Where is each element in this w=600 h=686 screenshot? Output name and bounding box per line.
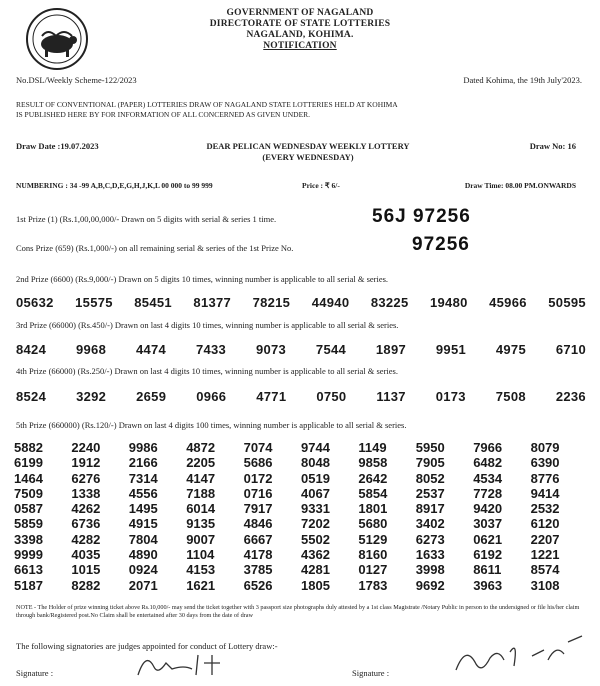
prize-number: 2236 [555,389,586,404]
prize-number: 7804 [128,531,158,547]
prize-number: 0924 [128,562,158,578]
prize-number: 6273 [415,531,445,547]
header-line-1: GOVERNMENT OF NAGALAND [226,8,374,18]
prize-number: 5859 [14,516,43,532]
prize-number: 0127 [358,562,388,578]
prize-number: 7433 [195,342,227,357]
prize-number: 1897 [375,342,407,357]
prize-number: 9692 [415,577,445,593]
prize-number: 6390 [530,455,560,471]
prize-number: 4281 [301,562,330,578]
prize-number: 0716 [243,485,273,501]
draw-number: Draw No: 16 [529,141,576,151]
prize-number: 2071 [128,577,158,593]
prize-number: 6120 [530,516,560,532]
prize-number: 0750 [316,389,347,404]
prize-number: 4556 [128,485,158,501]
prize-number: 1621 [186,577,216,593]
prize-number: 4362 [301,547,330,563]
prize-number: 4282 [71,531,101,547]
prize-number: 1464 [14,470,43,486]
prize-number: 6192 [473,547,503,563]
prize-number: 7074 [243,440,273,455]
prize-number: 4262 [71,501,101,517]
judges-text: The following signatories are judges appointed for conduct of Lottery draw:- [16,641,278,651]
prize-number: 7202 [301,516,330,532]
prize-number: 3785 [243,562,273,578]
prize-number: 1338 [71,485,101,501]
prize-number: 1137 [376,389,406,404]
prize-number: 1149 [358,440,387,455]
prize-number: 0173 [435,389,466,404]
prize-number: 7509 [14,485,43,501]
prize-number: 7728 [473,485,503,501]
lottery-frequency: (EVERY WEDNESDAY) [262,152,354,162]
prize-number: 0587 [14,501,43,517]
signature-label-2: Signature : [352,668,390,678]
prize-number: 4035 [71,547,101,563]
prize-number: 4890 [128,547,158,563]
prize-number: 9999 [14,547,43,563]
prize-number: 9968 [75,342,107,357]
fourth-prize-label: 4th Prize (66000) (Rs.250/-) Drawn on last 4 digits 10 times, winning number is applicable to all serial & series. [16,366,398,376]
prize-number: 7188 [186,485,216,501]
header-line-2: DIRECTORATE OF STATE LOTTERIES [209,19,391,29]
prize-number: 85451 [134,295,172,310]
prize-number: 4178 [243,547,273,563]
prize-number: 5854 [358,485,388,501]
prize-number: 5680 [358,516,388,532]
prize-number: 0519 [301,470,330,486]
prize-number: 9414 [530,485,560,501]
prize-number: 8524 [16,389,47,404]
prize-number: 4153 [186,562,216,578]
prize-number: 2537 [415,485,445,501]
prize-number: 7508 [495,389,526,404]
prize-number: 7544 [315,342,347,357]
prize-number: 6667 [243,531,273,547]
prize-number: 6482 [473,455,503,471]
header-notification: NOTIFICATION [263,41,337,51]
prize-number: 19480 [429,295,468,310]
prize-number: 6613 [14,562,43,578]
first-prize-label: 1st Prize (1) (Rs.1,00,00,000/- Drawn on 5 digits with serial & series 1 time. [16,214,277,224]
prize-number: 45966 [489,295,527,310]
prize-number: 9331 [301,501,330,517]
prize-number: 8282 [71,577,101,593]
prize-number: 1801 [358,501,388,517]
prize-number: 8079 [530,440,560,455]
prize-number: 7314 [128,470,158,486]
prize-number: 0621 [473,531,503,547]
prize-number: 9951 [435,342,467,357]
prize-number: 6710 [555,342,586,357]
prize-number: 8424 [16,342,47,357]
prize-number: 4915 [128,516,158,532]
signature-label-1: Signature : [16,668,54,678]
prize-number: 05632 [16,295,54,310]
reference-number: No.DSL/Weekly Scheme-122/2023 [16,75,137,85]
prize-number: 8052 [415,470,445,486]
prize-number: 6736 [71,516,101,532]
prize-number: 7917 [243,501,273,517]
first-prize-number: 56J 97256 [372,206,471,227]
draw-date: Draw Date :19.07.2023 [16,141,99,151]
draw-time: Draw Time: 08.00 PM.ONWARDS [464,181,576,190]
intro-line-1: RESULT OF CONVENTIONAL (PAPER) LOTTERIES DRAW OF NAGALAND STATE LOTTERIES HELD AT KOHIMA [16,100,398,109]
prize-number: 9744 [301,440,330,455]
prize-number: 4474 [135,342,167,357]
third-prize-label: 3rd Prize (66000) (Rs.450/-) Drawn on last 4 digits 10 times, winning number is applicable to all serial & series. [16,320,399,330]
prize-number: 1912 [71,455,101,471]
cons-prize-label: Cons Prize (659) (Rs.1,000/-) on all remaining serial & series of the 1st Prize No. [16,243,294,253]
handwritten-signature-1 [132,645,242,681]
numbering-info: NUMBERING : 34 -99 A,B,C,D,E,G,H,J,K,L 00 000 to 99 999 [16,181,213,190]
prize-number: 1495 [128,501,158,517]
prize-number: 4771 [256,389,287,404]
prize-number: 9135 [186,516,216,532]
prize-number: 2642 [358,470,388,486]
prize-number: 3402 [415,516,445,532]
prize-number: 8917 [415,501,445,517]
prize-number: 5502 [301,531,330,547]
prize-number: 4872 [186,440,216,455]
prize-number: 6526 [243,577,273,593]
prize-number: 2240 [71,440,101,455]
prize-number: 3037 [473,516,503,532]
fifth-prize-label: 5th Prize (660000) (Rs.120/-) Drawn on last 4 digits 100 times, winning number is applicable to all serial & series. [16,420,407,430]
prize-number: 1104 [186,547,215,563]
header-line-3: NAGALAND, KOHIMA. [246,30,354,40]
cons-prize-number: 97256 [412,234,470,255]
lottery-name: DEAR PELICAN WEDNESDAY WEEKLY LOTTERY [206,141,410,151]
prize-number: 83225 [370,295,409,310]
ticket-price: Price : ₹ 6/- [302,181,340,190]
prize-number: 8611 [473,562,502,578]
prize-number: 81377 [193,295,232,310]
prize-number: 2207 [530,531,560,547]
prize-number: 3998 [415,562,445,578]
prize-number: 3963 [473,577,503,593]
prize-number: 8776 [530,470,560,486]
prize-number: 7905 [415,455,445,471]
third-prize-numbers [16,342,586,357]
prize-number: 5187 [14,577,43,593]
prize-number: 4846 [243,516,273,532]
prize-number: 5129 [358,531,388,547]
prize-number: 6014 [186,501,216,517]
note-text: NOTE - The Holder of prize winning ticket above Rs.10,000/- may send the ticket together with 3 passport size photographs duly attested by a 1st class Magistrate /Notary Public in person to the undersigned or file his/her claim through bank/Registered post.No Claim shall be entertained after 30 days from the date of draw [16,604,580,619]
prize-number: 15575 [75,295,113,310]
prize-number: 2659 [136,389,167,404]
prize-number: 4067 [301,485,330,501]
prize-number: 5686 [243,455,273,471]
prize-number: 4975 [495,342,526,357]
prize-number: 2532 [530,501,560,517]
prize-number: 3108 [530,577,560,593]
prize-number: 1221 [530,547,560,563]
prize-number: 9986 [128,440,158,455]
prize-number: 1633 [415,547,445,563]
prize-number: 3292 [76,389,107,404]
prize-number: 1783 [358,577,388,593]
prize-number: 8574 [530,562,560,578]
handwritten-signature-2 [448,630,588,680]
intro-line-2: IS PUBLISHED HERE BY FOR INFORMATION OF ALL CONCERNED AS GIVEN UNDER. [16,110,311,119]
prize-number: 8048 [301,455,330,471]
prize-number: 1805 [301,577,330,593]
dated-text: Dated Kohima, the 19th July'2023. [463,75,582,85]
prize-number: 1015 [71,562,101,578]
prize-number: 9073 [255,342,287,357]
fourth-prize-numbers [16,389,586,404]
prize-number: 5950 [415,440,445,455]
prize-number: 4534 [473,470,503,486]
prize-number: 78215 [252,295,291,310]
prize-number: 2166 [128,455,158,471]
prize-number: 8160 [358,547,388,563]
prize-number: 5882 [14,440,43,455]
prize-number: 0172 [243,470,273,486]
prize-number: 9007 [186,531,216,547]
prize-number: 6199 [14,455,43,471]
prize-number: 3398 [14,531,43,547]
fifth-prize-numbers [14,440,588,593]
prize-number: 44940 [311,295,350,310]
second-prize-numbers [16,295,586,310]
prize-number: 9420 [473,501,503,517]
prize-number: 0966 [196,389,227,404]
prize-number: 9858 [358,455,388,471]
prize-number: 2205 [186,455,216,471]
prize-number: 4147 [186,470,216,486]
second-prize-label: 2nd Prize (6600) (Rs.9,000/-) Drawn on 5 digits 10 times, winning number is applicable to all serial & series. [16,274,389,284]
prize-number: 7966 [473,440,503,455]
prize-number: 6276 [71,470,101,486]
prize-number: 50595 [548,295,586,310]
